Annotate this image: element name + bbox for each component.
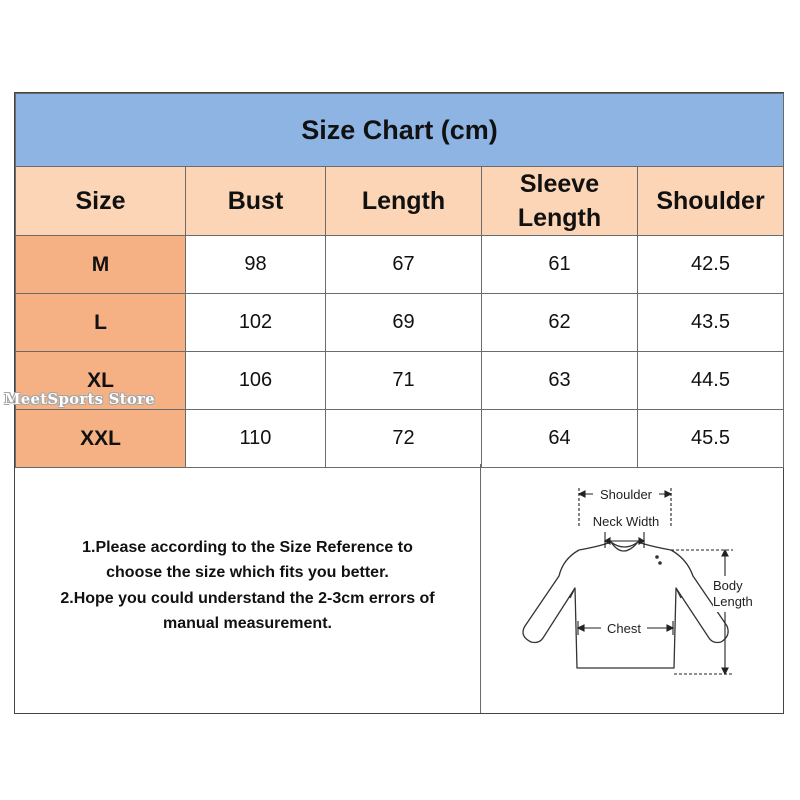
table-row [16,294,784,352]
shoulder-cell: 45.5 [638,410,784,468]
note-line: manual measurement. [163,615,332,632]
chest-label: Chest [607,621,641,636]
body-length-label: Body [713,578,743,593]
shoulder-cell: 43.5 [638,294,784,352]
length-cell: 71 [326,352,482,410]
size-cell: XL [16,352,186,410]
chart-title: Size Chart (cm) [16,94,784,167]
length-cell: 72 [326,410,482,468]
header-size: Size [16,167,186,236]
size-cell: M [16,236,186,294]
header-sleeve-length: Sleeve Length [482,167,638,236]
neck-width-label: Neck Width [592,514,660,529]
table-row [16,410,784,468]
note-line: 1.Please according to the Size Reference to [82,538,413,556]
button-dot [655,555,659,559]
size-chart-table [15,93,784,468]
size-cell: L [16,294,186,352]
sleeve-cell: 62 [482,294,638,352]
garment-measurement-diagram [481,464,783,713]
measurement-diagram-cell [481,464,783,713]
sleeve-cell: 61 [482,236,638,294]
button-dot [658,561,662,565]
note-line: choose the size which fits you better. [106,564,389,581]
sweater-outline [523,542,728,668]
shoulder-cell: 44.5 [638,352,784,410]
length-cell: 67 [326,236,482,294]
bust-cell: 106 [186,352,326,410]
notes-cell [15,464,481,713]
length-cell: 69 [326,294,482,352]
store-watermark: MeetSports Store [4,390,155,408]
shoulder-cell: 42.5 [638,236,784,294]
table-row [16,236,784,294]
size-cell: XXL [16,410,186,468]
bust-cell: 102 [186,294,326,352]
neck-width-measure [605,532,644,548]
sleeve-cell: 63 [482,352,638,410]
bust-cell: 98 [186,236,326,294]
header-bust: Bust [186,167,326,236]
note-line: 2.Hope you could understand the 2-3cm errors of [60,589,435,607]
shoulder-label: Shoulder [599,487,653,502]
header-shoulder: Shoulder [638,167,784,236]
sleeve-cell: 64 [482,410,638,468]
measurement-notes [60,535,434,637]
body-length-label-2: Length [713,594,753,609]
header-length: Length [326,167,482,236]
bust-cell: 110 [186,410,326,468]
